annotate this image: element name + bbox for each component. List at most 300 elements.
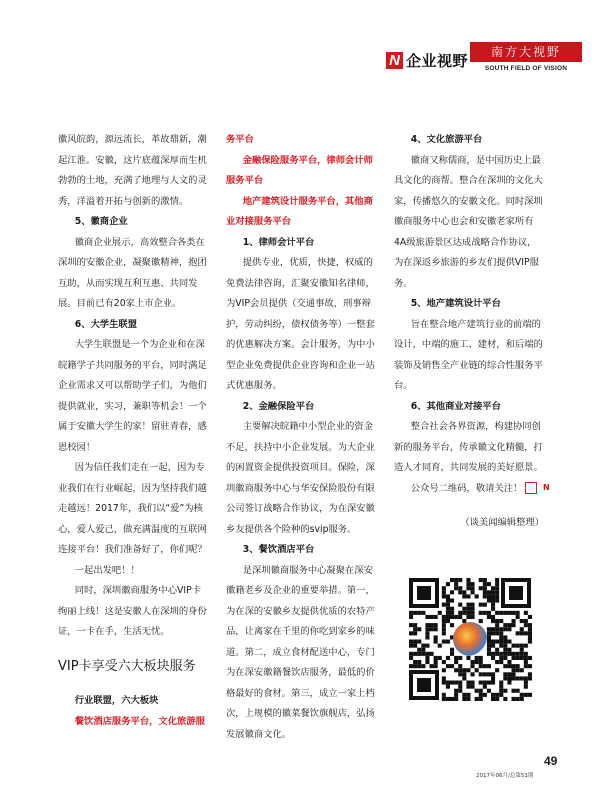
qr-module (458, 668, 462, 672)
qr-module (495, 619, 499, 623)
qr-module (524, 693, 528, 697)
qr-module (413, 611, 417, 615)
qr-module (430, 615, 434, 619)
qr-module (507, 664, 511, 668)
qr-module (503, 689, 507, 693)
qr-module (475, 594, 479, 598)
qr-module (524, 664, 528, 668)
qr-module (462, 594, 466, 598)
qr-module (512, 644, 516, 648)
qr-module (450, 664, 454, 668)
qr-module (458, 590, 462, 594)
qr-module (491, 586, 495, 590)
qr-module (446, 685, 450, 689)
qr-module (454, 697, 458, 701)
qr-module (487, 599, 491, 603)
qr-module (483, 681, 487, 685)
qr-module (487, 631, 491, 635)
section-heading: 6、其他商业对接平台 (410, 400, 501, 412)
qr-module (462, 611, 466, 615)
qr-module (503, 611, 507, 615)
qr-module (442, 693, 446, 697)
qr-module (417, 640, 421, 644)
qr-module (512, 689, 516, 693)
qr-module (520, 631, 524, 635)
qr-module (479, 664, 483, 668)
qr-module (434, 640, 438, 644)
highlight-text: 餐饮酒店服务平台，文化旅游服 (74, 715, 205, 727)
masthead (386, 40, 584, 82)
qr-module (479, 693, 483, 697)
qr-module (462, 607, 466, 611)
qr-module (499, 685, 503, 689)
qr-module (499, 656, 503, 660)
magazine-badge-icon: N (525, 482, 537, 494)
qr-module (458, 615, 462, 619)
qr-module (434, 664, 438, 668)
qr-module (520, 652, 524, 656)
qr-module (454, 693, 458, 697)
paragraph: 是深圳徽商服务中心凝聚在深安徽籍老乡及企业的重要举措。第一，为在深的安徽乡友提供优质的农特产品，让离家在千里的你吃到家乡的味道。第二，成立食材配送中心，专门为在深安徽籍餐饮店服务，最低的价格最好的食材。第三，成立一家上档次，上规模的徽菜餐饮旗舰店，弘扬发展徽商文化。 (226, 564, 375, 740)
paragraph: 因为信任我们走在一起，因为专业我们在行业崛起，因为坚持我们越走越远！2017年，我们以“爱”为核心，爱人爱己，做充满温度的互联网连接平台！我们准备好了，你们呢？ (58, 462, 207, 555)
qr-module (446, 599, 450, 603)
qr-module (499, 644, 503, 648)
qr-module (491, 594, 495, 598)
qr-module (409, 664, 413, 668)
qr-module (421, 644, 425, 648)
qr-module (471, 615, 475, 619)
qr-module (495, 697, 499, 701)
qr-module (491, 644, 495, 648)
qr-module (417, 627, 421, 631)
qr-module (442, 627, 446, 631)
qr-module (446, 615, 450, 619)
qr-module (495, 640, 499, 644)
qr-module (503, 635, 507, 639)
qr-module (466, 603, 470, 607)
qr-module (471, 672, 475, 676)
qr-module (495, 648, 499, 652)
qr-module (442, 660, 446, 664)
qr-module (458, 578, 462, 582)
qr-module (413, 664, 417, 668)
qr-module (458, 656, 462, 660)
qr-module (466, 586, 470, 590)
qr-module (446, 611, 450, 615)
qr-module (516, 631, 520, 635)
qr-module (450, 652, 454, 656)
qr-module (471, 590, 475, 594)
qr-module (487, 627, 491, 631)
qr-module (495, 586, 499, 590)
qr-module (479, 697, 483, 701)
editor-credit: （谈美闻编辑整理） (460, 517, 544, 528)
qr-module (466, 594, 470, 598)
qr-module (417, 648, 421, 652)
qr-module (413, 631, 417, 635)
qr-module (495, 627, 499, 631)
qr-module (524, 631, 528, 635)
qr-module (491, 627, 495, 631)
qr-module (442, 619, 446, 623)
qr-module (507, 627, 511, 631)
qr-module (503, 644, 507, 648)
paragraph: 整合社会各界资源，构建协同创新的服务平台，传承徽文化精髓，打造人才同育，共同发展的美好愿景。 (394, 421, 543, 473)
qr-module (425, 656, 429, 660)
qr-module (483, 603, 487, 607)
sub-heading: 行业联盟，六大板块 (74, 695, 159, 706)
qr-module (438, 656, 442, 660)
qr-module (413, 652, 417, 656)
qr-module (442, 676, 446, 680)
qr-module (458, 664, 462, 668)
qr-module (524, 619, 528, 623)
qr-module (499, 652, 503, 656)
qr-module (528, 635, 532, 639)
qr-module (520, 619, 524, 623)
qr-module (487, 594, 491, 598)
qr-module (487, 635, 491, 639)
qr-module (499, 631, 503, 635)
qr-module (413, 660, 417, 664)
qr-module (503, 697, 507, 701)
qr-module (442, 590, 446, 594)
qr-module (499, 689, 503, 693)
qr-module (450, 590, 454, 594)
qr-module (425, 660, 429, 664)
qr-module (421, 611, 425, 615)
qr-module (409, 652, 413, 656)
qr-module (495, 611, 499, 615)
qr-module (450, 623, 454, 627)
qr-module (487, 640, 491, 644)
section-title: 企业视野 (406, 52, 469, 70)
qr-module (454, 615, 458, 619)
qr-module (512, 656, 516, 660)
qr-module (450, 599, 454, 603)
qr-module (483, 611, 487, 615)
qr-module (512, 664, 516, 668)
qr-module (475, 697, 479, 701)
qr-module (507, 681, 511, 685)
qr-module (507, 623, 511, 627)
paragraph: 一起出发吧！！ (74, 564, 140, 576)
qr-module (454, 582, 458, 586)
qr-module (475, 689, 479, 693)
qr-module (471, 586, 475, 590)
qr-module (471, 611, 475, 615)
column-2 (226, 130, 376, 745)
qr-module (430, 627, 434, 631)
qr-module (417, 660, 421, 664)
section-heading: 6、大学生联盟 (74, 318, 137, 330)
qr-module (409, 631, 413, 635)
qr-module (471, 607, 475, 611)
qr-module (495, 623, 499, 627)
qr-module (491, 693, 495, 697)
section-heading: 3、餐饮酒店平台 (242, 544, 315, 555)
qr-module (446, 664, 450, 668)
qr-module (425, 652, 429, 656)
qr-module (503, 672, 507, 676)
qr-code (405, 574, 535, 704)
qr-module (479, 611, 483, 615)
qr-module (503, 623, 507, 627)
qr-module (524, 656, 528, 660)
qr-module (446, 697, 450, 701)
qr-module (524, 644, 528, 648)
qr-module (466, 615, 470, 619)
qr-module (471, 685, 475, 689)
qr-module (491, 607, 495, 611)
qr-module (491, 640, 495, 644)
qr-module (442, 603, 446, 607)
qr-module (458, 685, 462, 689)
qr-module (417, 652, 421, 656)
qr-module (499, 627, 503, 631)
qr-module (512, 623, 516, 627)
qr-module (487, 652, 491, 656)
qr-module (425, 635, 429, 639)
qr-module (430, 623, 434, 627)
qr-module (413, 623, 417, 627)
qr-module (430, 664, 434, 668)
qr-module (409, 611, 413, 615)
qr-module (471, 681, 475, 685)
qr-module (503, 648, 507, 652)
qr-module (520, 676, 524, 680)
qr-module (421, 648, 425, 652)
qr-module (466, 697, 470, 701)
qr-module (528, 656, 532, 660)
qr-module (442, 697, 446, 701)
qr-module (516, 615, 520, 619)
qr-module (528, 640, 532, 644)
highlight-text: 金融保险服务平台，律师会计师服务平台 (226, 154, 373, 186)
qr-module (425, 615, 429, 619)
paragraph: 提供专业，优质，快捷，权威的免费法律咨询，汇聚安徽知名律师，为VIP会员提供（交通事故，刑事辩护，劳动纠纷，债权债务等）一整套的优惠解决方案。会计服务，为中小型企业免费提供企业咨询和企业一站式优惠服务。 (226, 257, 375, 391)
qr-module (458, 672, 462, 676)
qr-module (503, 640, 507, 644)
qr-module (466, 607, 470, 611)
qr-module (495, 594, 499, 598)
qr-module (446, 656, 450, 660)
qr-module (438, 611, 442, 615)
qr-module (512, 652, 516, 656)
qr-module (466, 685, 470, 689)
qr-module (466, 668, 470, 672)
qr-module (487, 590, 491, 594)
qr-module (454, 681, 458, 685)
qr-module (462, 697, 466, 701)
qr-module (487, 644, 491, 648)
qr-module (487, 689, 491, 693)
qr-module (507, 652, 511, 656)
qr-module (516, 689, 520, 693)
qr-module (450, 615, 454, 619)
qr-module (479, 672, 483, 676)
qr-module (495, 660, 499, 664)
qr-module (417, 611, 421, 615)
qr-module (487, 615, 491, 619)
qr-module (524, 660, 528, 664)
qr-module (528, 676, 532, 680)
qr-module (450, 648, 454, 652)
qr-module (516, 668, 520, 672)
qr-module (483, 664, 487, 668)
qr-module (528, 693, 532, 697)
qr-module (483, 590, 487, 594)
qr-module (528, 672, 532, 676)
qr-module (487, 648, 491, 652)
highlight-text: 地产建筑设计服务平台，其他商业对接服务平台 (226, 195, 373, 227)
qr-module (499, 693, 503, 697)
qr-module (430, 652, 434, 656)
qr-module (462, 693, 466, 697)
qr-module (446, 640, 450, 644)
qr-module (520, 668, 524, 672)
qr-module (450, 607, 454, 611)
qr-module (483, 672, 487, 676)
qr-module (442, 615, 446, 619)
qr-module (483, 578, 487, 582)
qr-caption (394, 479, 550, 500)
qr-module (450, 697, 454, 701)
qr-module (503, 664, 507, 668)
qr-module (512, 611, 516, 615)
qr-module (495, 582, 499, 586)
qr-module (487, 611, 491, 615)
qr-module (458, 681, 462, 685)
qr-module (520, 644, 524, 648)
qr-module (524, 611, 528, 615)
qr-module (446, 594, 450, 598)
qr-module (516, 611, 520, 615)
qr-module (491, 697, 495, 701)
qr-module (450, 611, 454, 615)
qr-module (483, 685, 487, 689)
qr-module (454, 660, 458, 664)
qr-module (524, 681, 528, 685)
qr-module (446, 619, 450, 623)
qr-module (487, 582, 491, 586)
qr-module (528, 664, 532, 668)
section-heading: 5、徽商企业 (74, 216, 128, 227)
qr-module (421, 652, 425, 656)
qr-module (495, 590, 499, 594)
qr-module (499, 640, 503, 644)
qr-module (434, 656, 438, 660)
qr-module (520, 697, 524, 701)
qr-module (479, 586, 483, 590)
qr-module (487, 664, 491, 668)
paragraph: 大学生联盟是一个为企业和在深皖籍学子共同服务的平台，同时满足企业需求又可以帮助学子们，为他们提供就业，实习，兼职等机会！一个属于安徽大学生的家！留驻青春，感恩校园！ (58, 339, 207, 453)
qr-module (466, 656, 470, 660)
qr-module (458, 586, 462, 590)
qr-module (516, 656, 520, 660)
qr-module (507, 648, 511, 652)
qr-module (487, 681, 491, 685)
column-1 (58, 130, 208, 732)
qr-module (483, 594, 487, 598)
qr-module (471, 582, 475, 586)
qr-module (442, 668, 446, 672)
qr-module (487, 672, 491, 676)
qr-module (528, 623, 532, 627)
qr-module (507, 640, 511, 644)
qr-module (479, 660, 483, 664)
qr-module (491, 603, 495, 607)
qr-module (434, 623, 438, 627)
qr-module (450, 681, 454, 685)
qr-module (466, 582, 470, 586)
qr-module (446, 582, 450, 586)
qr-module (450, 578, 454, 582)
brand-name-cn: 南方大视野 (470, 42, 582, 62)
qr-module (458, 689, 462, 693)
qr-module (491, 681, 495, 685)
qr-module (446, 603, 450, 607)
paragraph: 徽商企业展示，高效整合各类在深圳的安徽企业，凝聚徽精神，抱团互助，从而实现互利互惠、共同发展。目前已有20家上市企业。 (58, 236, 207, 309)
qr-module (512, 619, 516, 623)
qr-module (503, 627, 507, 631)
qr-module (491, 672, 495, 676)
qr-module (454, 668, 458, 672)
section-heading: 5、地产建筑设计平台 (410, 298, 501, 309)
qr-module (495, 693, 499, 697)
qr-module (417, 664, 421, 668)
qr-module (409, 640, 413, 644)
qr-module (466, 681, 470, 685)
qr-module (434, 615, 438, 619)
qr-module (454, 656, 458, 660)
qr-module (483, 586, 487, 590)
qr-module (512, 668, 516, 672)
qr-module (516, 697, 520, 701)
qr-module (507, 676, 511, 680)
qr-module (528, 615, 532, 619)
qr-module (479, 578, 483, 582)
qr-module (491, 676, 495, 680)
qr-module (442, 681, 446, 685)
qr-module (462, 590, 466, 594)
vip-heading: VIP卡享受六大板块服务 (58, 658, 196, 674)
qr-module (475, 660, 479, 664)
paragraph: 主要解决皖籍中小型企业的资金不足，扶持中小企业发展。为大企业的闲置资金提供投资项目。保险，深圳徽商服务中心与华安保险股份有限公司签订战略合作协议，为在深安徽乡友提供各个险种的svip服务。 (226, 421, 375, 535)
qr-module (471, 664, 475, 668)
qr-module (495, 631, 499, 635)
qr-logo (453, 622, 487, 656)
qr-module (434, 635, 438, 639)
qr-module (528, 627, 532, 631)
qr-module (528, 631, 532, 635)
qr-module (425, 623, 429, 627)
qr-module (454, 689, 458, 693)
qr-module (516, 676, 520, 680)
qr-module (507, 660, 511, 664)
qr-module (471, 603, 475, 607)
qr-module (425, 631, 429, 635)
qr-module (503, 656, 507, 660)
qr-module (491, 590, 495, 594)
qr-module (442, 640, 446, 644)
qr-module (479, 656, 483, 660)
qr-module (491, 656, 495, 660)
qr-module (409, 656, 413, 660)
column-3 (394, 130, 550, 534)
qr-module (471, 660, 475, 664)
qr-module (479, 603, 483, 607)
